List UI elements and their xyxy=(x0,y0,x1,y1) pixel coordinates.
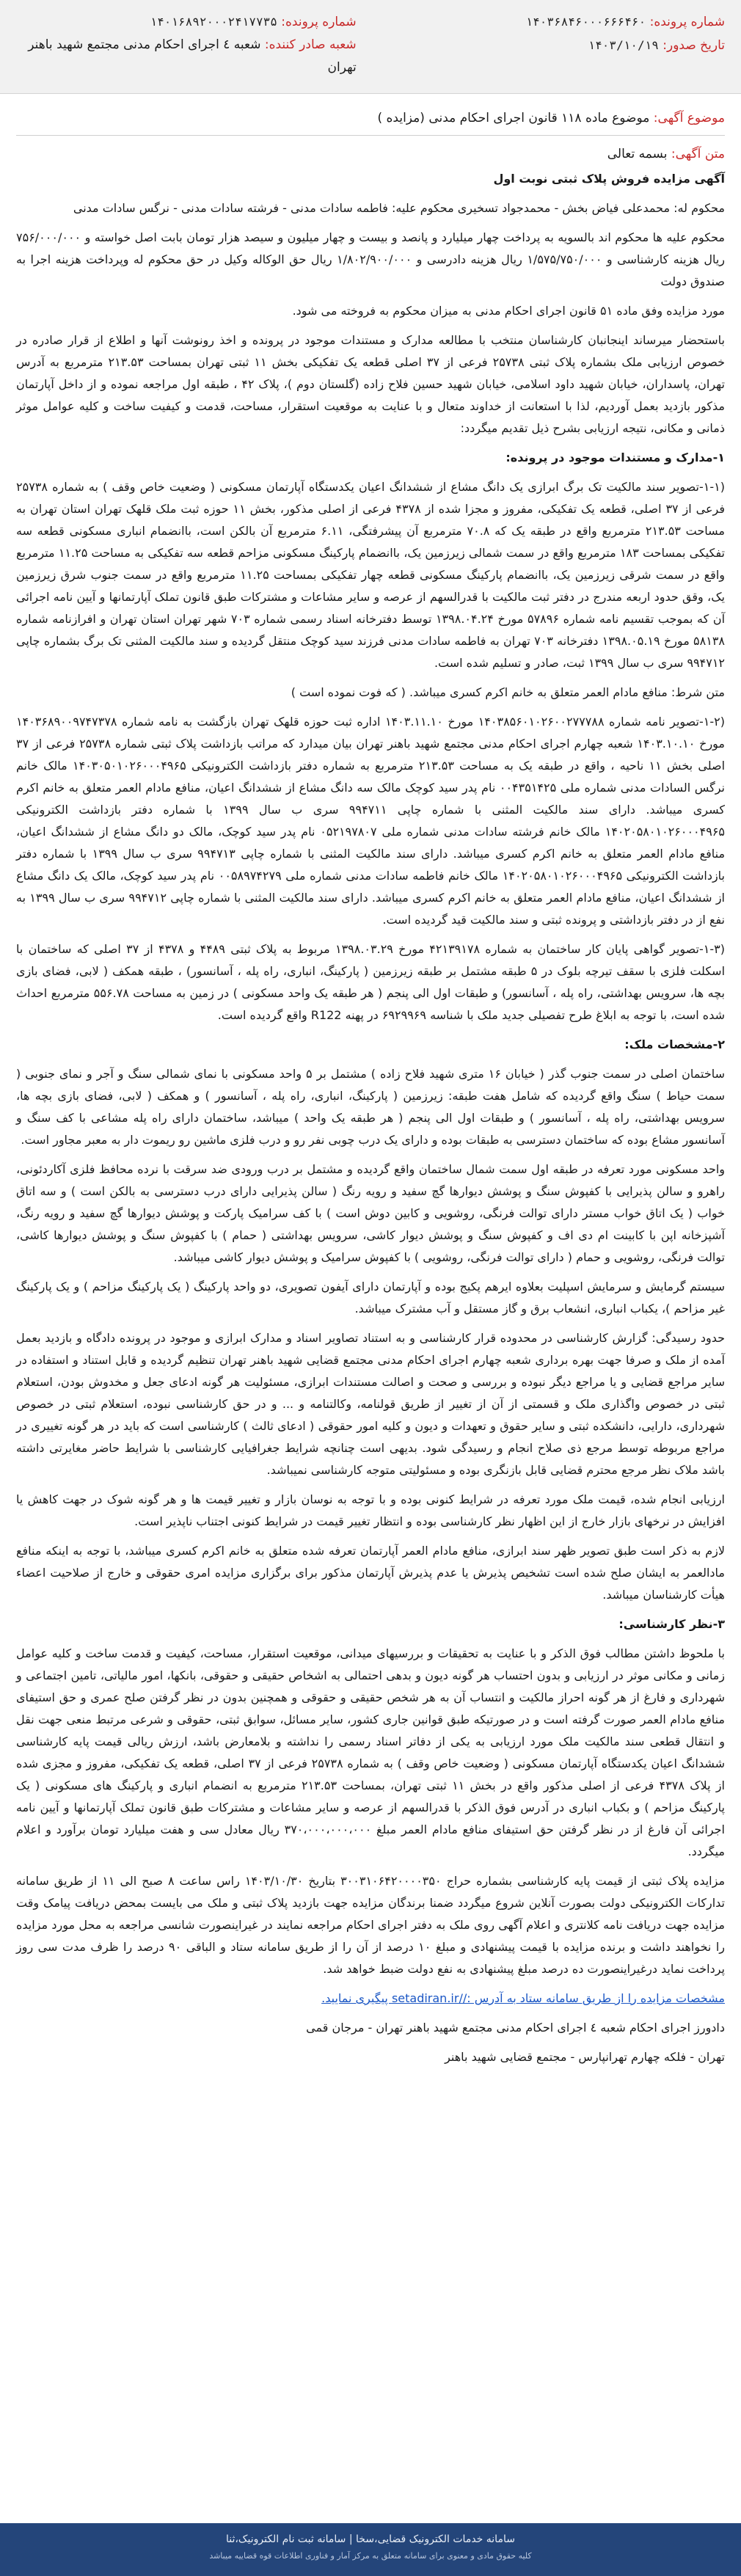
paragraph: (۱-۳-تصویر گواهی پایان کار ساختمان به شماره ۴۲۱۳۹۱۷۸ مورخ ۱۳۹۸.۰۳.۲۹ مربوط به پلاک ثبتی ۴۴۸۹ و ۴۳۷۸ از ۳۷ اصلی که ساختمان با اسکلت فلزی با سقف تیرچه بلوک در ۵ طبقه مشتمل بر طبقه زیرزمین ( پارکینگ، انباری، راه پله ، آسانسور) ، طبقه همکف ( لابی، فضای بازی بچه ها، سرویس بهداشتی، راه پله ، آسانسور) و طبقات اول الی پنجم ( هر طبقه یک واحد مسکونی ) در زمین به مساحت ۵۵۶.۷۸ مترمربع احداث شده است، با توجه به ابلاغ طرح تفصیلی جدید ملک با شناسه ۶۹۲۹۹۶۹ در پهنه R122 واقع گردیده است. xyxy=(16,942,726,1022)
paragraph: باستحضار میرساند اینجانبان کارشناسان منتخب با مطالعه مدارک و مستندات موجود در پرونده و اخذ رونوشت آنها و اطلاع از قرار صادره در خصوص ارزیابی ملک بشماره پلاک ثبتی ۲۵۷۳۸ فرعی از ۳۷ اصلی قطعه یک تفکیکی بخش ۱۱ ثبتی تهران بمساحت ۲۱۳.۵۳ مترمربع به آدرس تهران، پاسداران، خیابان شهید داود اسلامی، خیابان شهید حسین فلاح زاده (گلستان دوم )، پلاک ۴۲ ، طبقه اول مراجعه نموده و از داخل آپارتمان مذکور بازدید بعمل آوردیم، لذا با استعانت از خداوند متعال و با عنایت به موقعیت استقرار، مساحت، قدمت و کیفیت ساخت و کلیه عوامل موثر ذمانی و مکانی، نتیجه ارزیابی بشرح ذیل تقدیم میگردد: xyxy=(16,333,725,435)
paragraph: دادورز اجرای احکام شعبه ٤ اجرای احکام مدنی مجتمع شهید باهنر تهران - مرجان قمی xyxy=(306,2021,725,2035)
paragraph: ارزیابی انجام شده، قیمت ملک مورد تعرفه در شرایط کنونی بوده و با توجه به نوسان بازار و تغییر قیمت ها و هر گونه شوک در جهت کاهش یا افزایش در نرخهای بازار خارج از این اظهار نظر کارشناسی بوده و انتظار تغییر قیمت در شرایط کنونی اجتناب ناپذیر است. xyxy=(16,1492,725,1528)
paragraph: محکوم له: محمدعلی فیاض بخش - محمدجواد تسخیری محکوم علیه: فاطمه سادات مدنی - فرشته سادات مدنی - نرگس سادات مدنی xyxy=(73,201,725,215)
body-label-line xyxy=(16,143,725,165)
issuing-branch: شعبه ٤ اجرای احکام مدنی مجتمع شهید باهنر تهران xyxy=(28,37,357,75)
announcement-content xyxy=(0,94,741,2068)
paragraph: (۱-۲-تصویر نامه شماره ۱۴۰۳۸۵۶۰۱۰۲۶۰۰۲۷۷۷۸۸ مورخ ۱۴۰۳.۱۱.۱۰ اداره ثبت حوزه قلهک تهران بازگشت به نامه شماره ۱۴۰۳۶۸۹۰۰۹۷۴۷۳۷۸ مورخ ۱۴۰۳.۱۰.۱۰ شعبه چهارم اجرای احکام مدنی مجتمع شهید باهنر تهران بیان میدارد که مراتب بازداشت پلاک ثبتی شماره ۲۵۷۳۸ فرعی از ۳۷ اصلی بخش ۱۱ ناحیه ، واقع در طبقه یک به مساحت ۲۱۳.۵۳ مترمربع به شماره دفتر بازداشت الکترونیکی ۱۴۰۳۰۵۰۱۰۲۶۰۰۰۴۹۶۵ مالک خانم نرگس السادات مدنی شماره ملی ۰۰۴۳۵۱۴۲۵ نام پدر سید کوچک مالک سه دانگ مشاع از ششدانگ اعیان، منافع مادام العمر متعلق به خانم اکرم کسری میباشد. دارای سند مالکیت المثنی با شماره چاپی ۹۹۴۷۱۱ سری ب سال ۱۳۹۹ با شماره دفتر بازداشت الکترونیکی ۱۴۰۲۰۵۸۰۱۰۲۶۰۰۰۴۹۶۵ مالک خانم فرشته سادات مدنی شماره ملی ۰۵۲۱۹۷۸۰۷ نام پدر سید کوچک، مالک دو دانگ مشاع از ششدانگ اعیان، منافع مادام العمر متعلق به خانم اکرم کسری میباشد. دارای سند مالکیت المثنی با شماره چاپی ۹۹۴۷۱۳ سری ب سال ۱۳۹۹ با شماره دفتر بازداشت الکترونیکی ۱۴۰۲۰۵۸۰۱۰۲۶۰۰۰۴۹۶۵ مالک خانم فاطمه سادات مدنی شماره ملی ۰۰۵۸۹۷۴۲۷۹ نام پدر سید کوچک، مالک یک دانگ مشاع از ششدانگ اعیان، منافع مادام العمر متعلق به خانم اکرم کسری میباشد. دارای سند مالکیت المثنی با شماره چاپی ۹۹۴۷۱۲ سری ب سال ۱۳۹۹ به نفع از در دفتر بازداشتی و پرونده ثبتی و سند مالکیت قید گردیده است. xyxy=(16,715,726,927)
issuing-branch-label: شعبه صادر کننده: xyxy=(264,37,357,52)
paragraph: مورد مزایده وفق ماده ۵۱ قانون اجرای احکام مدنی به میزان محکوم به فروخته می شود. xyxy=(292,304,725,318)
case-number-label: شماره پرونده: xyxy=(649,15,725,29)
paragraph: متن شرط: منافع مادام العمر متعلق به خانم اکرم کسری میباشد. ( که فوت نموده است ) xyxy=(291,685,725,699)
case-number: ۱۴۰۳۶۸۴۶۰۰۰۶۶۶۴۶۰ xyxy=(525,15,646,29)
subject-line xyxy=(16,107,725,129)
section-heading: ۲-مشخصات ملک: xyxy=(624,1037,725,1051)
issue-date: ۱۴۰۳/۱۰/۱۹ xyxy=(588,38,659,52)
paragraph: ساختمان اصلی در سمت جنوب گذر ( خیابان ۱۶ متری شهید فلاح زاده ) مشتمل بر ۵ واحد مسکونی با نمای شمالی سنگ و آجر و نمای جنوبی ( سمت حیاط ) سنگ واقع گردیده که شامل هفت طبقه: زیرزمین ( پارکینگ، انباری، راه پله ، آسانسور ) و همکف ( لابی، فضای بازی بچه ها، سرویس بهداشتی، راه پله ، آسانسور ) و طبقات اول الی پنجم ( هر طبقه یک واحد ) میباشد، ساختمان دارای راه پله مشاعی با کف سنگ و آسانسور مشاع بوده که ساختمان دسترسی به طبقات بوده و دارای یک درب چوبی نفر رو و درب فلزی ماشین رو ریموت دار به معبر مجاور است. xyxy=(16,1067,726,1147)
paragraph: مزایده پلاک ثبتی از قیمت پایه کارشناسی بشماره حراج ۳۰۰۳۱۰۶۴۲۰۰۰۰۳۵۰ بتاریخ ۱۴۰۳/۱۰/۳۰ راس ساعت ۸ صبح الی ۱۱ از طریق سامانه تدارکات الکترونیکی دولت بصورت آنلاین شروع میگردد ضمنا برندگان مزایده جهت بازدید پلاک ثبتی و ملک می بایست بمحض دریافت پیامک وقت مزایده جهت دریافت نامه کلانتری و اعلام آگهی روی ملک به دفتر اجرای احکام مراجعه نمایند در غیراینصورت شانسی مراجعه به محل مورد مزایده را نخواهند داشت و برنده مزایده با قیمت پیشنهادی و مبلغ ۱۰ درصد از آن را از طریق سامانه ستاد و الباقی ۹۰ درصد را ظرف مدت سی روز پرداخت نماید درغیراینصورت ده درصد مبلغ پیشنهادی به نفع دولت ضبط خواهد شد. xyxy=(16,1874,726,1976)
site-footer xyxy=(0,2523,741,2576)
announcement-body xyxy=(16,168,725,2068)
divider xyxy=(16,135,725,136)
paragraph: سیستم گرمایش و سرمایش اسپلیت بعلاوه ایرهم پکیج بوده و آپارتمان دارای آیفون تصویری، دو واحد پارکینگ ( یک پارکینگ مزاحم ) و یک پارکینگ غیر مزاحم )، یکباب انباری، انشعاب برق و گاز مستقل و آب مشترک میباشد. xyxy=(16,1280,725,1316)
footer-links[interactable]: سامانه خدمات الکترونیک قضایی،سخا | سامانه ثبت نام الکترونیک،ثنا xyxy=(226,2533,515,2545)
paragraph[interactable]: مشخصات مزایده را از طریق سامانه ستاد به آدرس ://setadiran.ir پیگیری نمایید. xyxy=(321,1991,725,2005)
case-info-left xyxy=(16,10,357,79)
body-intro: بسمه تعالی xyxy=(607,147,668,161)
footer-copyright: کلیه حقوق مادی و معنوی برای سامانه متعلق به مرکز آمار و فناوری اطلاعات قوه قضاییه میباشد xyxy=(209,2551,532,2561)
paragraph: حدود رسیدگی: گزارش کارشناسی در محدوده قرار کارشناسی و به استناد تصاویر اسناد و مدارک ابرازی و موجود در پرونده دادگاه و بازدید بعمل آمده از ملک و صرفا جهت بهره برداری شعبه چهارم اجرای احکام مدنی مجتمع قضایی شهید باهنر تهران تنظیم گردیده و قابل استناد و استفاده در سایر مراجع قضایی و یا مراجع دیگر نبوده و بررسی و صحت و اصالت مستندات ابرازی، مسئولیت هر گونه ادعای جعل و مخدوش بودن، استعلام ثبتی در خصوص واگذاری ملک و قسمتی از آن از تغییر از طریق قولنامه، وکالتنامه و ... و در حق کارشناسی نبوده، استعلام ثبتی در خصوص شهرداری، دارایی، دانشکده ثبتی و سایر حقوق و تعهدات و دیون و کلیه امور حقوقی ( ادعای ثالث ) کارشناسی است که باید در هر گونه تغییری در مراجع مربوطه توسط مرجع ذی صلاح انجام و رسیدگی شود. بدیهی است چنانچه شرایط جغرافیایی کارشناسی با شرایط حاضر مغایرتی داشته باشد ملاک نظر مرجع محترم قضایی قابل بازنگری بوده و مسئولیتی متوجه کارشناسی نمیباشد. xyxy=(16,1331,725,1477)
paragraph: با ملحوظ داشتن مطالب فوق الذکر و با عنایت به تحقیقات و بررسیهای میدانی، موقعیت استقرار، مساحت، کیفیت و قدمت ساخت و کلیه عوامل زمانی و مکانی موثر در ارزیابی و بدون احتساب هر گونه دیون و بدهی احتمالی به اشخاص حقیقی و حقوقی، بانکها، امور مالیاتی، تامین اجتماعی و شهرداری و فارغ از هر گونه احراز مالکیت و انتساب آن به هر شخص حقیقی و حقوقی و همچنین بدون در نظر گرفتن صلح عمری و حق استیفای منافع مادام العمر صورت گرفته است و در صورتیکه طبق قوانین جاری کشور، سایر مسائل، سوابق ثبتی، حقوقی و شرعی مرتبط منعی جهت نقل و انتقال قطعی سند مالکیت ملک مورد ارزیابی به یکی از دفاتر اسناد رسمی را نداشته و بلامعارض باشد، ارزش ریالی قیمت پایه کارشناسی ششدانگ اعیان یکدستگاه آپارتمان مسکونی ( وضعیت خاص وقف ) به شماره ۲۵۷۳۸ فرعی از ۳۷ اصلی، قطعه یک تفکیکی، مفروز و مجزی شده از پلاک ۴۳۷۸ فرعی از اصلی مذکور واقع در بخش ۱۱ ثبتی تهران، بمساحت ۲۱۳.۵۳ مترمربع به انضمام انباری و پارکینگ های مسکونی ( یک پارکینگ مزاحم ) و بکباب انباری در آدرس فوق الذکر با قدرالسهم از عرصه و سایر مشاعات و مشترکات طبق قانون تملک آپارتمانها و آیین نامه اجرائی آن فارغ از در نظر گرفتن حق استیفای منافع مادام العمر مبلغ ۳۷۰،۰۰۰،۰۰۰،۰۰۰ ریال معادل سی و هفت میلیارد تومان برآورد و اعلام میگردد. xyxy=(16,1646,726,1858)
paragraph: واحد مسکونی مورد تعرفه در طبقه اول سمت شمال ساختمان واقع گردیده و مشتمل بر درب ورودی ضد سرقت با نرده محافظ فلزی آکاردئونی، راهرو و سالن پذیرایی با کفپوش سنگ و پوشش دیوارها گچ سفید و رویه رنگ ( سالن پذیرایی دارای درب دسترسی به بالکن است ) و سه اتاق خواب ( یک اتاق خواب مستر دارای توالت فرنگی، روشویی و کابین دوش است ) با کف سرامیک پارکت و پوشش دیوارها گچ سفید و رویه رنگ، آشپزخانه اپن با کابینت ام دی اف و کفپوش سنگ و پوشش دیوار کاشی، سرویس بهداشتی ( حمام ) با کفپوش سنگ و پوشش دیوارها کاشی، توالت فرنگی، روشویی و حمام ( دارای توالت فرنگی، روشویی ) با کفپوش سرامیک و پوشش دیوار کاشی میباشد. xyxy=(16,1162,725,1264)
section-heading: ۳-نظر کارشناسی: xyxy=(618,1617,725,1631)
section-heading: ۱-مدارک و مستندات موجود در پرونده: xyxy=(505,450,725,464)
paragraph: (۱-۱-تصویر سند مالکیت تک برگ ابرازی یک دانگ مشاع از ششدانگ اعیان یکدستگاه آپارتمان مسکونی ( وضعیت خاص وقف ) به شماره ۲۵۷۳۸ فرعی از ۳۷ اصلی، قطعه یک تفکیکی، مفروز و مجزا شده از ۴۳۷۸ فرعی از اصلی مذکور، بخش ۱۱ حوزه ثبت ملک قلهک تهران استان تهران به مساحت ۲۱۳.۵۳ مترمربع واقع در طبقه یک که ۷۰.۸ مترمربع آن پیشرفتگی، ۶.۱۱ مترمربع آن بالکن است، باانضمام انباری مسکونی قطعه سه تفکیکی بمساحت ۱۸۳ مترمربع واقع در سمت شمالی زیرزمین یک، باانضمام پارکینگ مسکونی مزاحم قطعه سه تفکیکی به مساحت ۱۱.۲۵ مترمربع واقع در سمت شرقی زیرزمین یک، باانضمام پارکینگ مسکونی قطعه چهار تفکیکی بمساحت ۱۱.۲۵ مترمربع واقع در سمت جنوب شرق زیرزمین یک، وقق حدود اربعه مندرج در دفتر ثبت مالکیت با قدرالسهم از عرصه و سایر مشاعات و مشترکات طبق قانون تملک آپارتمانها و آیین نامه اجرائی آن که بموجب تقسیم نامه شماره ۵۷۸۹۶ مورخ ۱۳۹۸.۰۴.۲۴ توسط دفترخانه اسناد رسمی شماره ۷۰۳ شهر تهران استان تهران و افرازنامه شماره ۵۸۱۳۸ مورخ ۱۳۹۸.۰۵.۱۹ دفترخانه ۷۰۳ تهران به فاطمه سادات مدنی فرزند سید کوچک منتقل گردیده و سند مالکیت المثنی تک برگ بشماره چاپی ۹۹۴۷۱۲ سری ب سال ۱۳۹۹ ثبت، صادر و تسلیم شده است. xyxy=(16,480,726,670)
paragraph: تهران - فلکه چهارم تهرانپارس - مجتمع قضایی شهید باهنر xyxy=(445,2050,725,2064)
subject-value: موضوع ماده ۱۱۸ قانون اجرای احکام مدنی (مزایده ) xyxy=(377,111,650,125)
case-header xyxy=(0,0,741,94)
body-label: متن آگهی: xyxy=(671,147,725,161)
file-number-label: شماره پرونده: xyxy=(281,15,357,29)
section-heading: آگهی مزایده فروش پلاک ثبتی نوبت اول xyxy=(493,172,725,186)
paragraph: لازم به ذکر است طبق تصویر ظهر سند ابرازی، منافع مادام العمر آپارتمان تعرفه شده متعلق به خانم اکرم کسری میباشد، با توجه به اینکه منافع مادالعمر به ایشان صلح شده است تشخیص پذیرش یا عدم پذیرش آپارتمان مذکور برای برگزاری مزایده امری حقوقی و خارج از صلاحیت اعضاء هیأت کارشناسان میباشد. xyxy=(16,1544,725,1602)
case-info-right xyxy=(384,10,725,57)
file-number: ۱۴۰۱۶۸۹۲۰۰۰۲۴۱۷۷۳۵ xyxy=(150,15,277,29)
paragraph: محکوم علیه ها محکوم اند بالسویه به پرداخت چهار میلیارد و پانصد و بیست و چهار میلیون و سیصد هزار تومان بابت اصل خواسته و ۷۵۶/۰۰۰/۰۰۰ ریال هزینه کارشناسی و ۱/۵۷۵/۷۵۰/۰۰۰ ریال هزینه دادرسی و ۱/۸۰۲/۹۰۰/۰۰۰ ریال حق الوکاله وکیل در حق محکوم له وپرداخت هزینه اجرا به صندوق دولت xyxy=(16,230,726,288)
issue-date-label: تاریخ صدور: xyxy=(662,38,725,53)
subject-label: موضوع آگهی: xyxy=(653,111,725,125)
